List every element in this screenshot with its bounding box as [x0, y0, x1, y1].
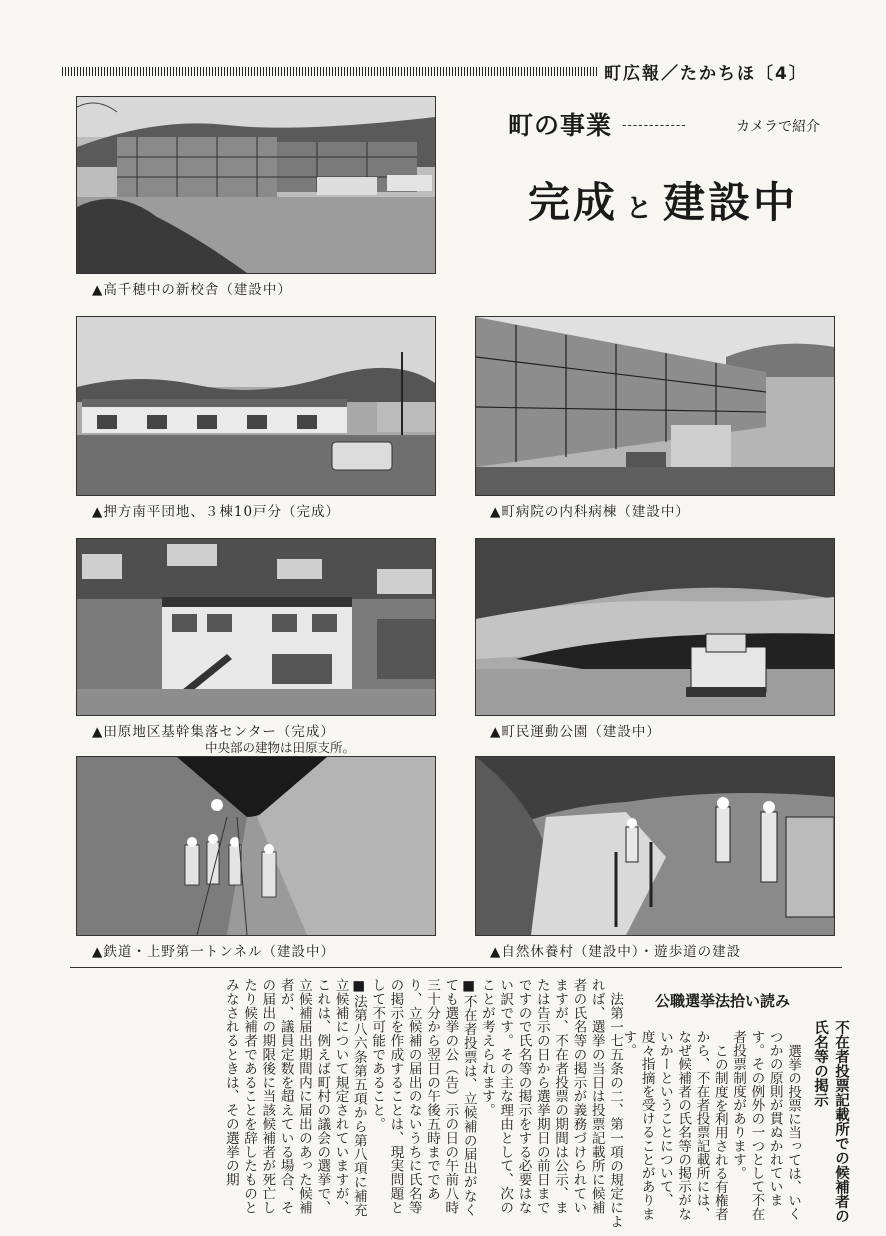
article-intro	[620, 1030, 802, 1230]
body-paragraph: ■不在者投票は、立候補の届出がなくても選挙の公（告）示の日の午前八時三十分から翌日の午後五時までであり、立候補の届出のないうちに氏名等の掲示を作成することは、現実問題として不可能であること。	[369, 978, 477, 1217]
caption-community-center: ▲田原地区基幹集落センター（完成）	[92, 724, 335, 740]
headline-and: と	[626, 194, 656, 224]
article-side-heading: 不在者投票記載所での候補者の氏名等の掲示	[812, 1020, 849, 1223]
section-divider	[70, 967, 842, 968]
headline-under-construction: 建設中	[663, 178, 799, 227]
headline	[528, 170, 798, 230]
article-column-title: 公職選挙法拾い読み	[655, 992, 791, 1010]
photo-sports-park	[475, 538, 835, 716]
photo-hospital	[475, 316, 835, 496]
photo-school	[76, 96, 436, 274]
intro-paragraph: この制度を利用される有権者から、不在者投票記載所には、なぜ候補者の氏名等の掲示がないかーということについて、度々指摘を受けることがあります。	[620, 1030, 728, 1221]
caption-community-center-note: 中央部の建物は田原支所。	[205, 740, 356, 755]
headline-completed: 完成	[528, 178, 619, 227]
body-paragraph: ■法第八六条第五項から第八項に補充立候補について規定されていますが、これは、例えば町村の議会の選挙で、立候補届出期間内に届出のあった候補者が、議員定数を超えている場合、その届出の期限後に当該候補者が死亡したり候補者であることを辞したものとみなされるときは、その選挙の期	[222, 978, 367, 1217]
photo-housing	[76, 316, 436, 496]
header-rule	[62, 67, 597, 76]
caption-school: ▲高千穂中の新校舎（建設中）	[92, 282, 292, 298]
section-title: 町の事業	[508, 111, 613, 140]
page-header-title: 町広報／たかちほ〔4〕	[604, 64, 808, 84]
article-body	[72, 978, 624, 1228]
intro-paragraph: 選挙の投票に当っては、いくつかの原則が貫ぬかれています。その例外の一つとして不在者投票制度があります。	[730, 1030, 801, 1221]
caption-nature-village: ▲自然休養村（建設中）・遊歩道の建設	[490, 944, 742, 960]
photo-community-center	[76, 538, 436, 716]
photo-tunnel	[76, 756, 436, 936]
caption-tunnel: ▲鉄道・上野第一トンネル（建設中）	[92, 944, 335, 960]
body-paragraph: 法第一七五条の二、第一項の規定によれば、選挙の当日は投票記載所に候補者の氏名等の掲示が義務づけられていますが、不在者投票の期間は公示、または告示の日から選挙期日の前日までですので氏名等の掲示をする必要はない訳です。その主な理由として、次のことが考えられます。	[478, 978, 623, 1228]
photo-nature-village	[475, 756, 835, 936]
caption-hospital: ▲町病院の内科病棟（建設中）	[490, 504, 690, 520]
section-leader-dashes: ------------	[622, 118, 687, 133]
caption-housing: ▲押方南平団地、３棟10戸分（完成）	[92, 504, 341, 520]
section-subtitle: カメラで紹介	[736, 119, 820, 135]
caption-sports-park: ▲町民運動公園（建設中）	[490, 724, 661, 740]
